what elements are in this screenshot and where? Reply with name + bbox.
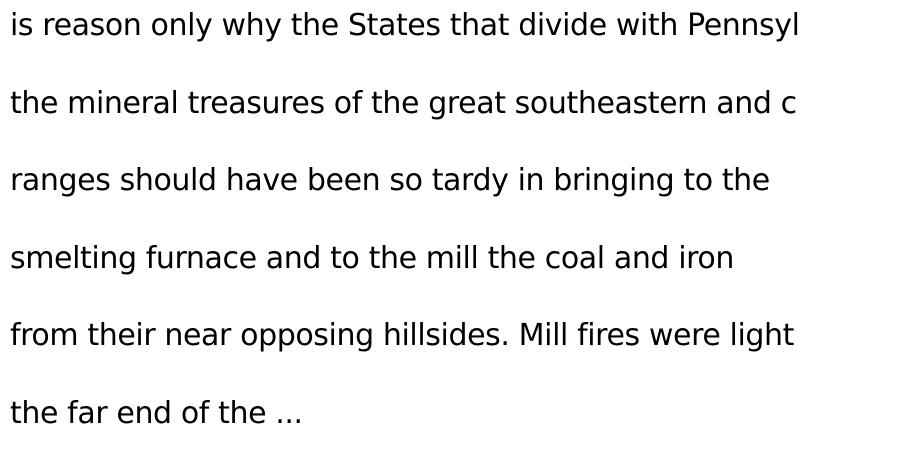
- text-block: [10, 4, 910, 469]
- text-line: is reason only why the States that divide with Pennsyl: [10, 4, 910, 82]
- text-line: the far end of the ...: [10, 392, 910, 469]
- text-line: ranges should have been so tardy in bringing to the: [10, 159, 910, 237]
- text-line: from their near opposing hillsides. Mill fires were light: [10, 314, 910, 392]
- text-line: smelting furnace and to the mill the coal and iron: [10, 237, 910, 315]
- text-line: the mineral treasures of the great southeastern and c: [10, 82, 910, 160]
